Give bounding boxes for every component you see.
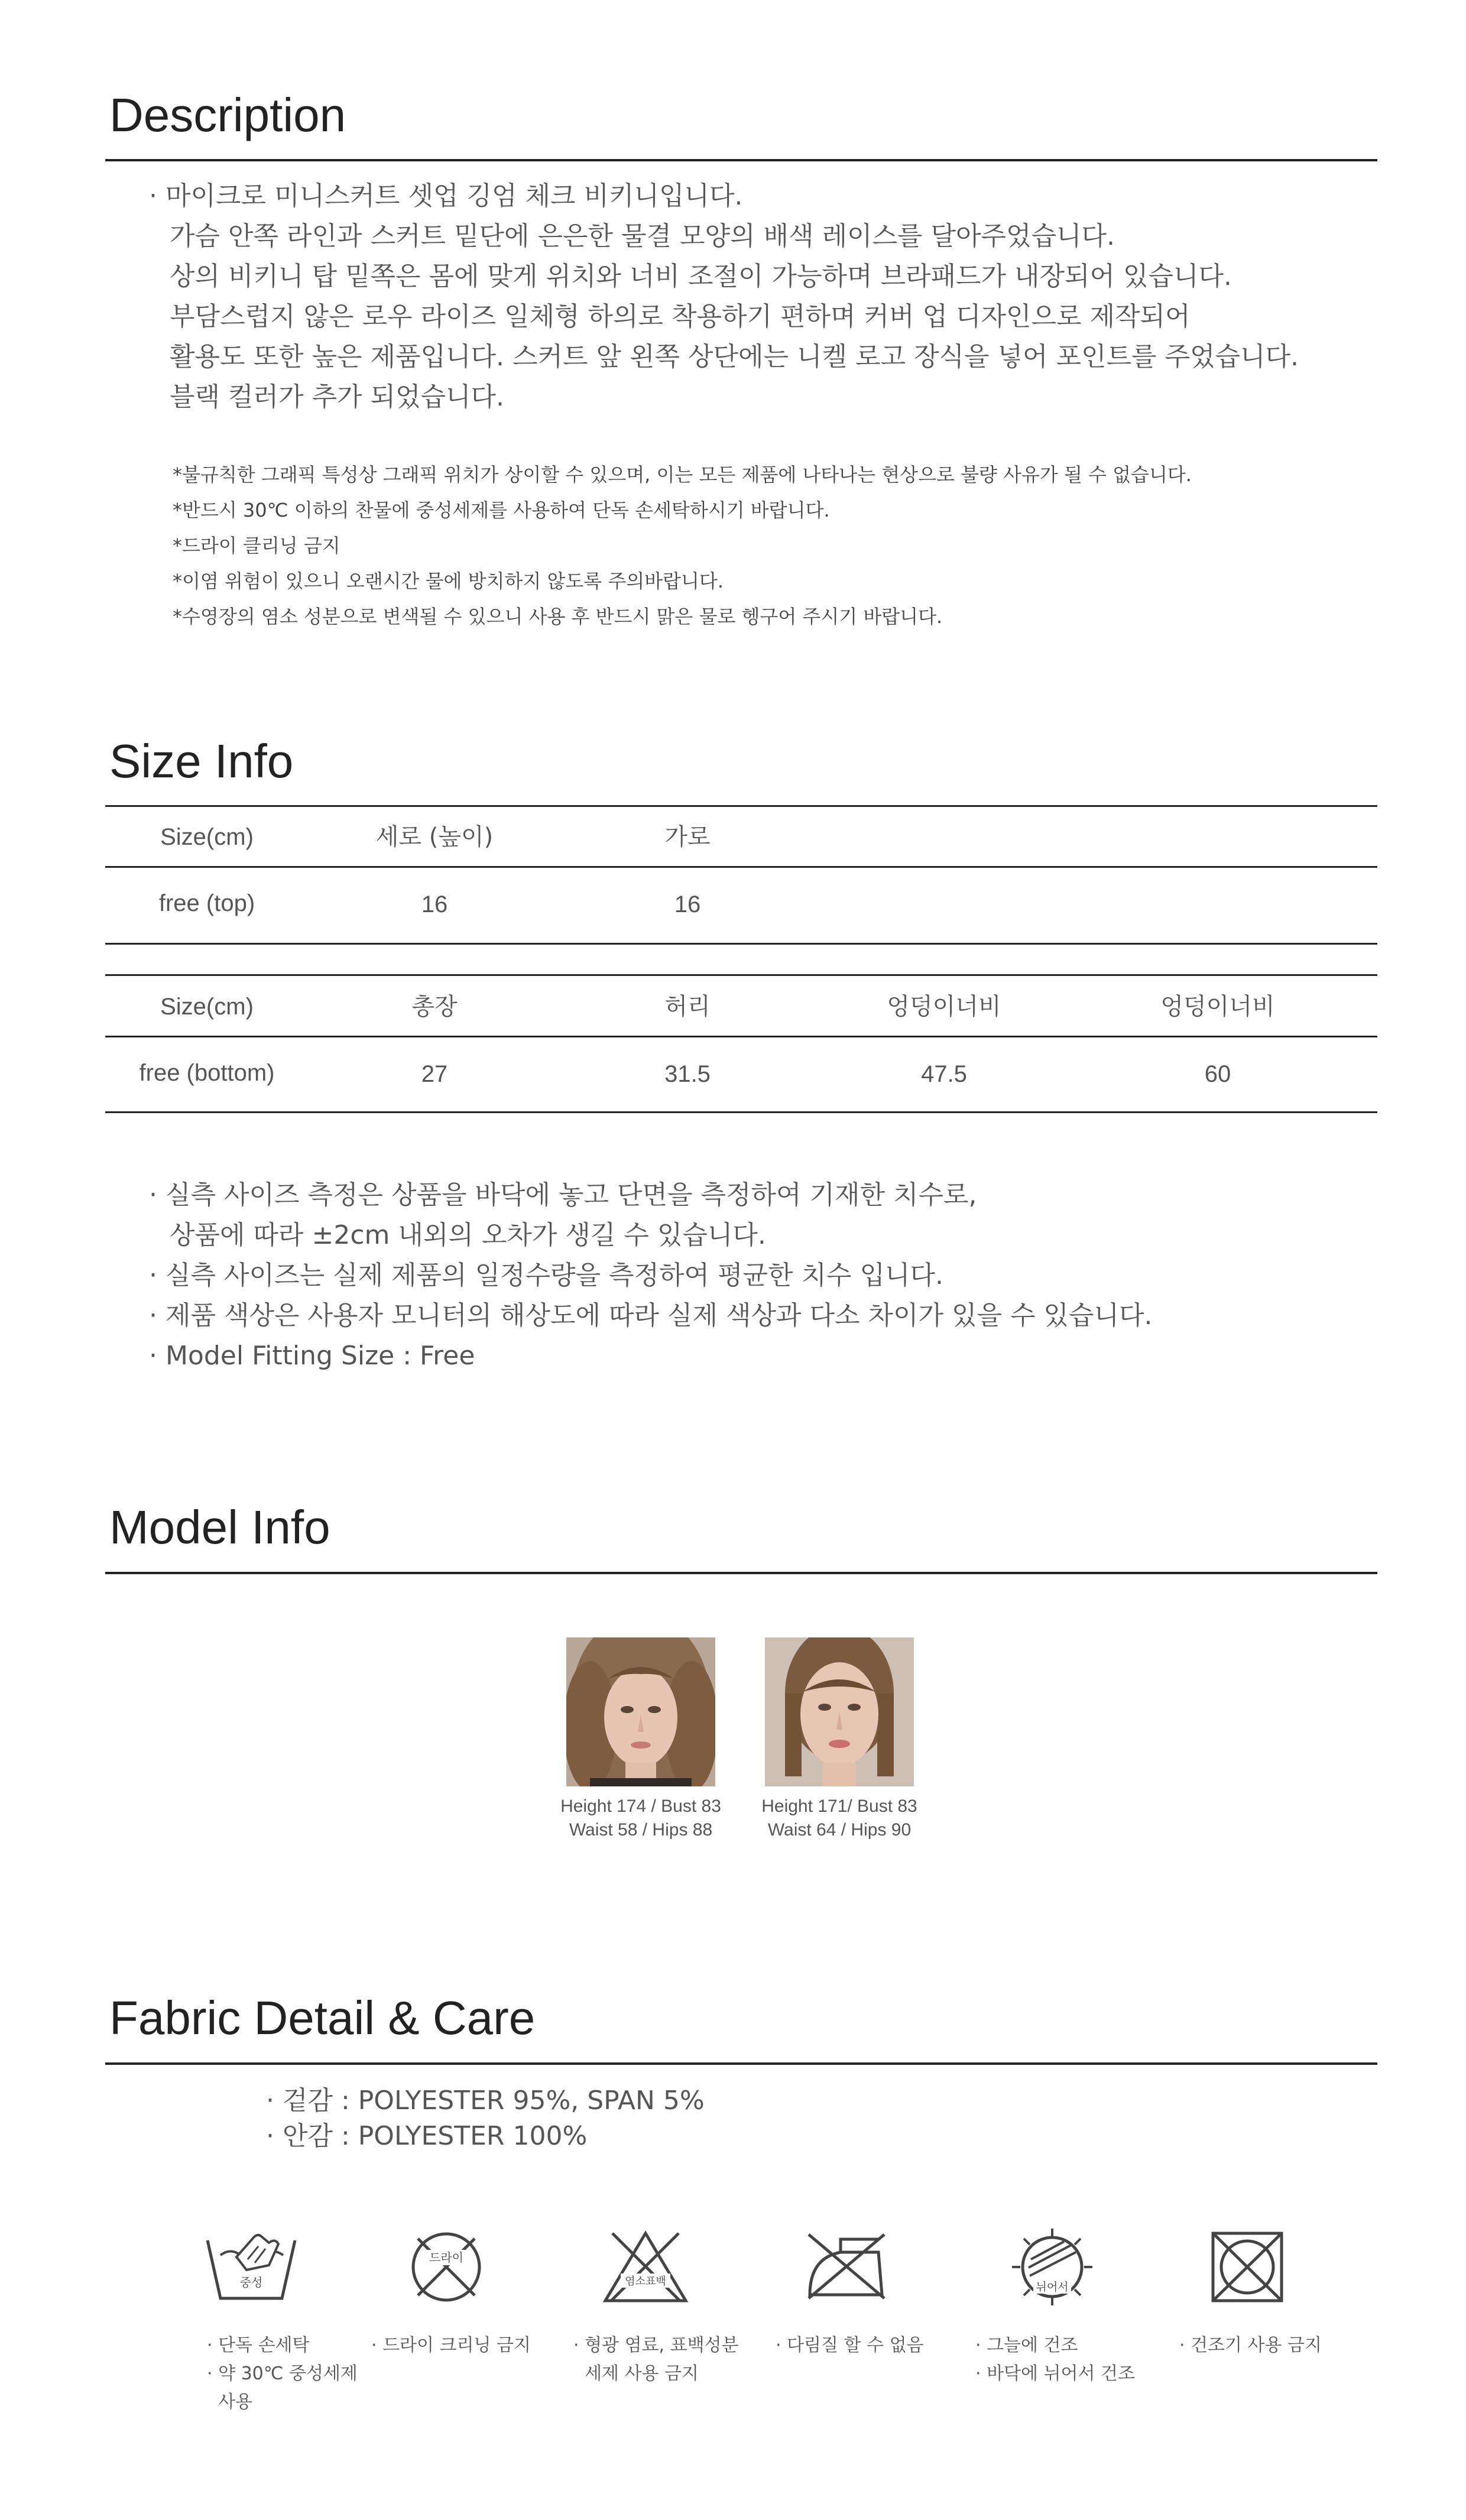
table-cell: free (top) [158,890,255,916]
care-instruction [573,2331,739,2388]
care-note: *수영장의 염소 성분으로 변색될 수 있으니 사용 후 반드시 맑은 물로 헹구어 주시기 바랍니다. [173,605,943,628]
model-measure-line: Height 174 / Bust 83 [560,1796,721,1816]
care-instruction-line: · 형광 염료, 표백성분 [573,2335,739,2356]
fabric-composition: · 겉감 : POLYESTER 95%, SPAN 5% [266,2086,705,2116]
description-line: 가슴 안쪽 라인과 스커트 밑단에 은은한 물결 모양의 배색 레이스를 달아주었습니다. [170,221,1115,251]
table-header: 세로 (높이) [375,823,494,851]
care-instruction-line: 세제 사용 금지 [573,2363,699,2384]
model-caption-2 [745,1795,934,1842]
table-header: Size(cm) [160,994,254,1020]
model-info-title: Model Info [109,1501,330,1553]
care-icon-label: 드라이 [429,2250,463,2265]
care-instruction [207,2331,358,2417]
fabric-composition: · 안감 : POLYESTER 100% [266,2121,588,2151]
care-instruction [1179,2331,1322,2360]
description-line: 상의 비키니 탑 밑쪽은 몸에 맞게 위치와 너비 조절이 가능하며 브라패드가 내장되어 있습니다. [170,261,1232,291]
table-cell: 60 [1204,1061,1231,1087]
table-header: 허리 [664,993,711,1020]
table-rule [105,943,1377,945]
model-measure-line: Waist 58 / Hips 88 [569,1820,713,1840]
no-dry-clean-icon [399,2229,494,2305]
hand-wash-icon [204,2229,299,2305]
table-header: Size(cm) [160,824,254,850]
table-header: 총장 [411,993,458,1020]
model-measure-line: Waist 64 / Hips 90 [767,1820,912,1840]
care-icon-label: 중성 [239,2275,263,2289]
care-instruction-line: · 바닥에 뉘어서 건조 [975,2363,1135,2384]
table-cell: free (bottom) [139,1060,275,1086]
model-photo-2 [765,1637,914,1786]
description-line: 부담스럽지 않은 로우 라이즈 일체형 하의로 착용하기 편하며 커버 업 디자인으로 제작되어 [170,301,1191,332]
size-note: 상품에 따라 ±2cm 내외의 오차가 생길 수 있습니다. [170,1220,766,1250]
care-instruction-line: · 다림질 할 수 없음 [776,2335,924,2356]
care-note: *불규칙한 그래픽 특성상 그래픽 위치가 상이할 수 있으며, 이는 모든 제품에 나타나는 현상으로 불량 사유가 될 수 없습니다. [173,463,1192,486]
description-line: 블랙 컬러가 추가 되었습니다. [170,382,504,412]
size-note: · 제품 색상은 사용자 모니터의 해상도에 따라 실제 색상과 다소 차이가 있을 수 있습니다. [149,1300,1153,1331]
table-cell: 47.5 [921,1061,967,1087]
dry-flat-shade-icon [1005,2229,1100,2305]
table-cell: 16 [421,891,448,917]
table-header: 가로 [664,823,711,851]
table-rule [105,1036,1377,1037]
size-info-title: Size Info [109,735,294,787]
table-rule [105,1111,1377,1113]
care-icon-label: 뉘어서 [1036,2281,1069,2294]
care-note: *드라이 클리닝 금지 [173,534,340,557]
table-cell: 27 [421,1061,448,1087]
model-measure-line: Height 171/ Bust 83 [761,1796,917,1816]
description-line: · 마이크로 미니스커트 셋업 깅엄 체크 비키니입니다. [149,181,743,211]
size-note: · 실측 사이즈 측정은 상품을 바닥에 놓고 단면을 측정하여 기재한 치수로, [149,1180,977,1210]
no-bleach-icon [598,2229,693,2305]
fabric-divider [105,2062,1377,2065]
care-instruction [975,2331,1135,2388]
care-note: *반드시 30℃ 이하의 찬물에 중성세제를 사용하여 단독 손세탁하시기 바랍니다. [173,499,830,521]
table-cell: 16 [674,891,701,917]
care-instruction [371,2331,531,2360]
table-cell: 31.5 [664,1061,711,1087]
care-note: *이염 위험이 있으니 오랜시간 물에 방치하지 않도록 주의바랍니다. [173,570,724,592]
table-rule [105,974,1377,976]
care-instruction-line: · 드라이 크리닝 금지 [371,2335,531,2356]
care-instruction-line: · 건조기 사용 금지 [1179,2335,1322,2356]
description-divider [105,159,1377,161]
care-instruction-line: 사용 [207,2392,253,2412]
description-line: 활용도 또한 높은 제품입니다. 스커트 앞 왼쪽 상단에는 니켈 로고 장식을 넣어 포인트를 주었습니다. [170,342,1299,372]
care-instruction [776,2331,924,2360]
care-icon-label: 염소표백 [625,2275,666,2288]
model-caption-1 [546,1795,735,1842]
table-rule [105,805,1377,807]
no-tumble-dry-icon [1200,2229,1295,2305]
model-photo-1 [566,1637,715,1786]
care-instruction-line: · 단독 손세탁 [207,2335,310,2356]
size-note: · Model Fitting Size : Free [149,1341,475,1371]
care-instruction-line: · 그늘에 건조 [975,2335,1078,2356]
description-title: Description [109,89,346,141]
care-instruction-line: · 약 30℃ 중성세제 [207,2363,358,2384]
model-info-divider [105,1572,1377,1574]
fabric-title: Fabric Detail & Care [109,1992,536,2044]
table-rule [105,866,1377,868]
no-iron-icon [799,2229,894,2305]
table-header: 엉덩이너비 [1160,993,1275,1020]
table-header: 엉덩이너비 [887,993,1001,1020]
size-note: · 실측 사이즈는 실제 제품의 일정수량을 측정하여 평균한 치수 입니다. [149,1260,943,1290]
